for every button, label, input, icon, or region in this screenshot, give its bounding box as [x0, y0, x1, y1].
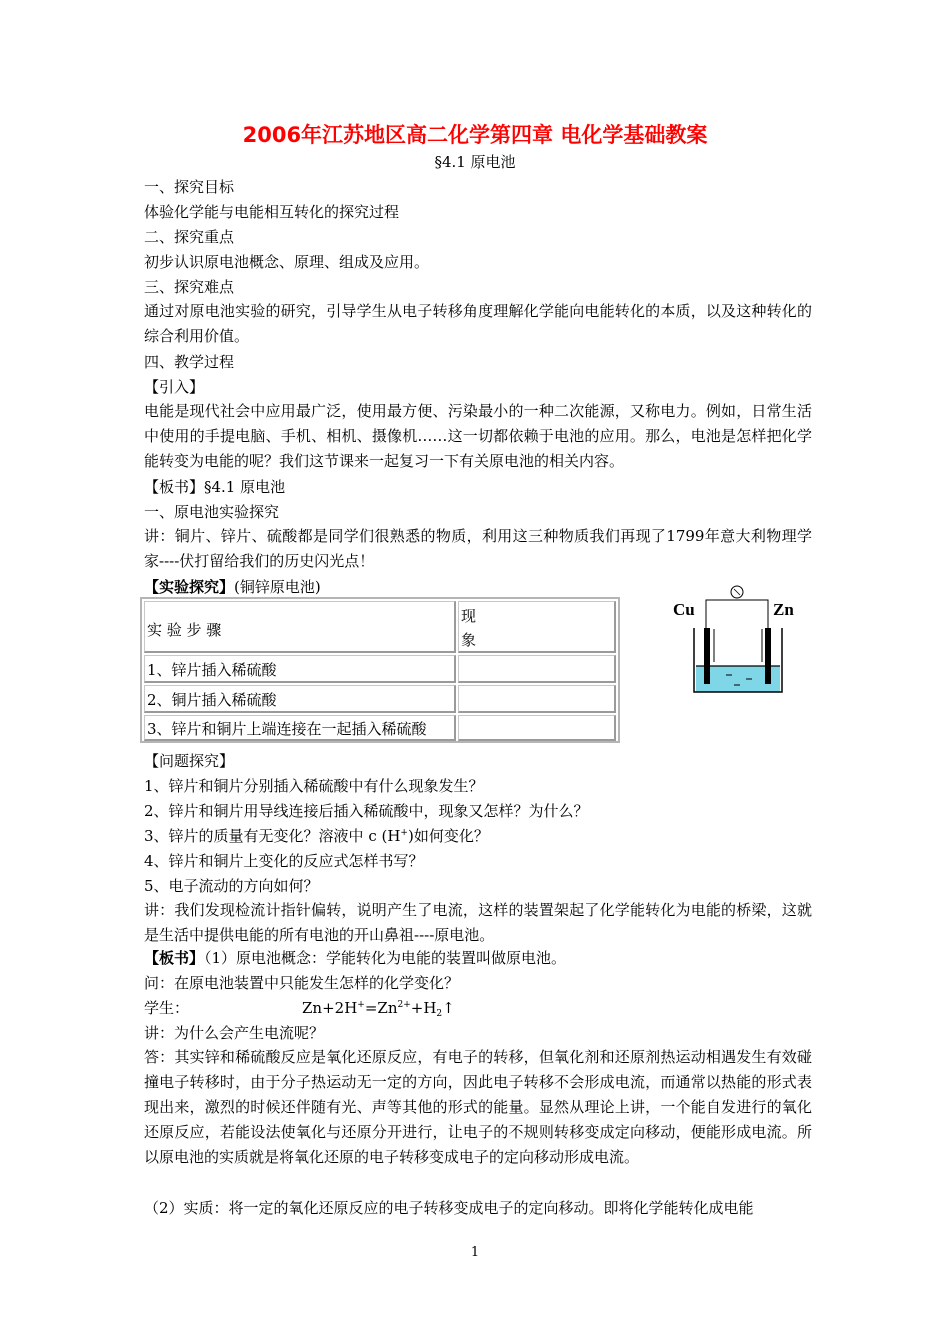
table-row-observation [458, 715, 616, 741]
equation-sup: 2+ [397, 1000, 411, 1010]
copper-electrode [704, 628, 710, 684]
table-header-observation-text-2: 象 [461, 631, 477, 649]
heading-focus: 二、探究重点 [144, 228, 235, 246]
heading-difficulty: 三、探究难点 [144, 278, 235, 296]
section-subtitle: §4.1 原电池 [434, 153, 516, 171]
question-2: 2、锌片和铜片用导线连接后插入稀硫酸中，现象又怎样？为什么？ [144, 802, 589, 820]
heading-goal: 一、探究目标 [144, 178, 235, 196]
wire-left [706, 600, 730, 628]
reaction-equation [302, 998, 455, 1018]
equation-sub: 2 [436, 1009, 443, 1019]
experiment-table [140, 597, 620, 743]
table-row-step: 3、锌片和铜片上端连接在一起插入稀硫酸 [147, 720, 427, 738]
galvanic-cell-diagram [668, 578, 808, 698]
gas-arrow: ↑ [442, 999, 455, 1017]
lecture-paragraph-1: 讲：铜片、锌片、硫酸都是同学们很熟悉的物质，利用这三种物质我们再现了1799年意大利物理学家----伏打留给我们的历史闪光点！ [144, 527, 812, 570]
lecture-paragraph-2: 讲：我们发现检流计指针偏转，说明产生了电流，这样的装置架起了化学能转化为电能的桥梁，这就是生活中提供电能的所有电池的开山鼻祖----原电池。 [144, 901, 812, 944]
board-concept-label: 【板书】 [144, 949, 205, 967]
table-row-observation [458, 685, 616, 713]
intro-label: 【引入】 [144, 378, 205, 396]
cu-label: Cu [673, 600, 695, 619]
student-label: 学生： [144, 999, 190, 1017]
question-3-sup: + [400, 828, 408, 838]
equation-sup: + [357, 1000, 365, 1010]
equation-part: +H [410, 999, 437, 1017]
answer-paragraph: 答：其实锌和稀硫酸反应是氧化还原反应，有电子的转移，但氧化剂和还原剂热运动相遇发生有效碰撞电子转移时，由于分子热运动无一定的方向，因此电子转移不会形成电流，而通常以热能的形式表现出来，激烈的时候还伴随有光、声等其他的形式的能量。显然从理论上讲，一个能自发进行的氧化还原反应，若能设法使氧化与还原分开进行，让电子的不规则转移变成定向移动，便能形成电流。所以原电池的实质就是将氧化还原的电子转移变成电子的定向移动形成电流。 [144, 1048, 812, 1166]
board-concept [144, 948, 566, 968]
focus-text: 初步认识原电池概念、原理、组成及应用。 [144, 253, 430, 271]
table-row [144, 655, 456, 683]
table-row-step: 1、锌片插入稀硫酸 [147, 661, 277, 679]
equation-part: =Zn [364, 999, 398, 1017]
question-label: 【问题探究】 [144, 752, 235, 770]
question-5: 5、电子流动的方向如何？ [144, 877, 319, 895]
page-number: 1 [470, 1245, 480, 1260]
question-1: 1、锌片和铜片分别插入稀硫酸中有什么现象发生？ [144, 777, 484, 795]
difficulty-text: 通过对原电池实验的研究，引导学生从电子转移角度理解化学能向电能转化的本质，以及这种转化的综合利用价值。 [144, 302, 812, 345]
experiment-label-note: (铜锌原电池) [234, 578, 321, 596]
section-experiment: 一、原电池实验探究 [144, 503, 280, 521]
board-title: 【板书】§4.1 原电池 [144, 478, 286, 496]
question-3-part-b: )如何变化？ [407, 827, 489, 845]
question-4: 4、锌片和铜片上变化的反应式怎样书写？ [144, 852, 424, 870]
experiment-label-bold: 【实验探究】 [144, 578, 235, 596]
heading-process: 四、教学过程 [144, 353, 235, 371]
table-row-step: 2、铜片插入稀硫酸 [147, 691, 277, 709]
table-row [144, 685, 456, 713]
table-header-observation-text-1: 现 [461, 607, 477, 625]
table-header-step-text: 实 验 步 骤 [147, 621, 222, 639]
table-header-observation [458, 601, 616, 653]
essence-line: （2）实质：将一定的氧化还原反应的电子转移变成电子的定向移动。即将化学能转化成电能 [144, 1199, 754, 1217]
board-concept-text: （1）原电池概念：学能转化为电能的装置叫做原电池。 [204, 949, 567, 967]
question-chemical-change: 问：在原电池装置中只能发生怎样的化学变化？ [144, 974, 460, 992]
table-row-observation [458, 655, 616, 683]
wire-right [744, 600, 768, 628]
equation-part: Zn+2H [302, 999, 358, 1017]
table-row [144, 715, 456, 741]
question-current: 讲：为什么会产生电流呢？ [144, 1024, 325, 1042]
zinc-electrode [765, 628, 771, 684]
table-header-step [144, 601, 456, 653]
experiment-label [144, 577, 321, 597]
intro-paragraph: 电能是现代社会中应用最广泛，使用最方便、污染最小的一种二次能源，又称电力。例如，日常生活中使用的手提电脑、手机、相机、摄像机……这一切都依赖于电池的应用。那么，电池是怎样把化学能转变为电能的呢？我们这节课来一起复习一下有关原电池的相关内容。 [144, 402, 812, 470]
goal-text: 体验化学能与电能相互转化的探究过程 [144, 203, 400, 221]
question-3-part-a: 3、锌片的质量有无变化？溶液中 c (H [144, 827, 401, 845]
document-title: 2006年江苏地区高二化学第四章 电化学基础教案 [242, 123, 708, 147]
question-3 [144, 826, 489, 846]
zn-label: Zn [773, 600, 794, 619]
